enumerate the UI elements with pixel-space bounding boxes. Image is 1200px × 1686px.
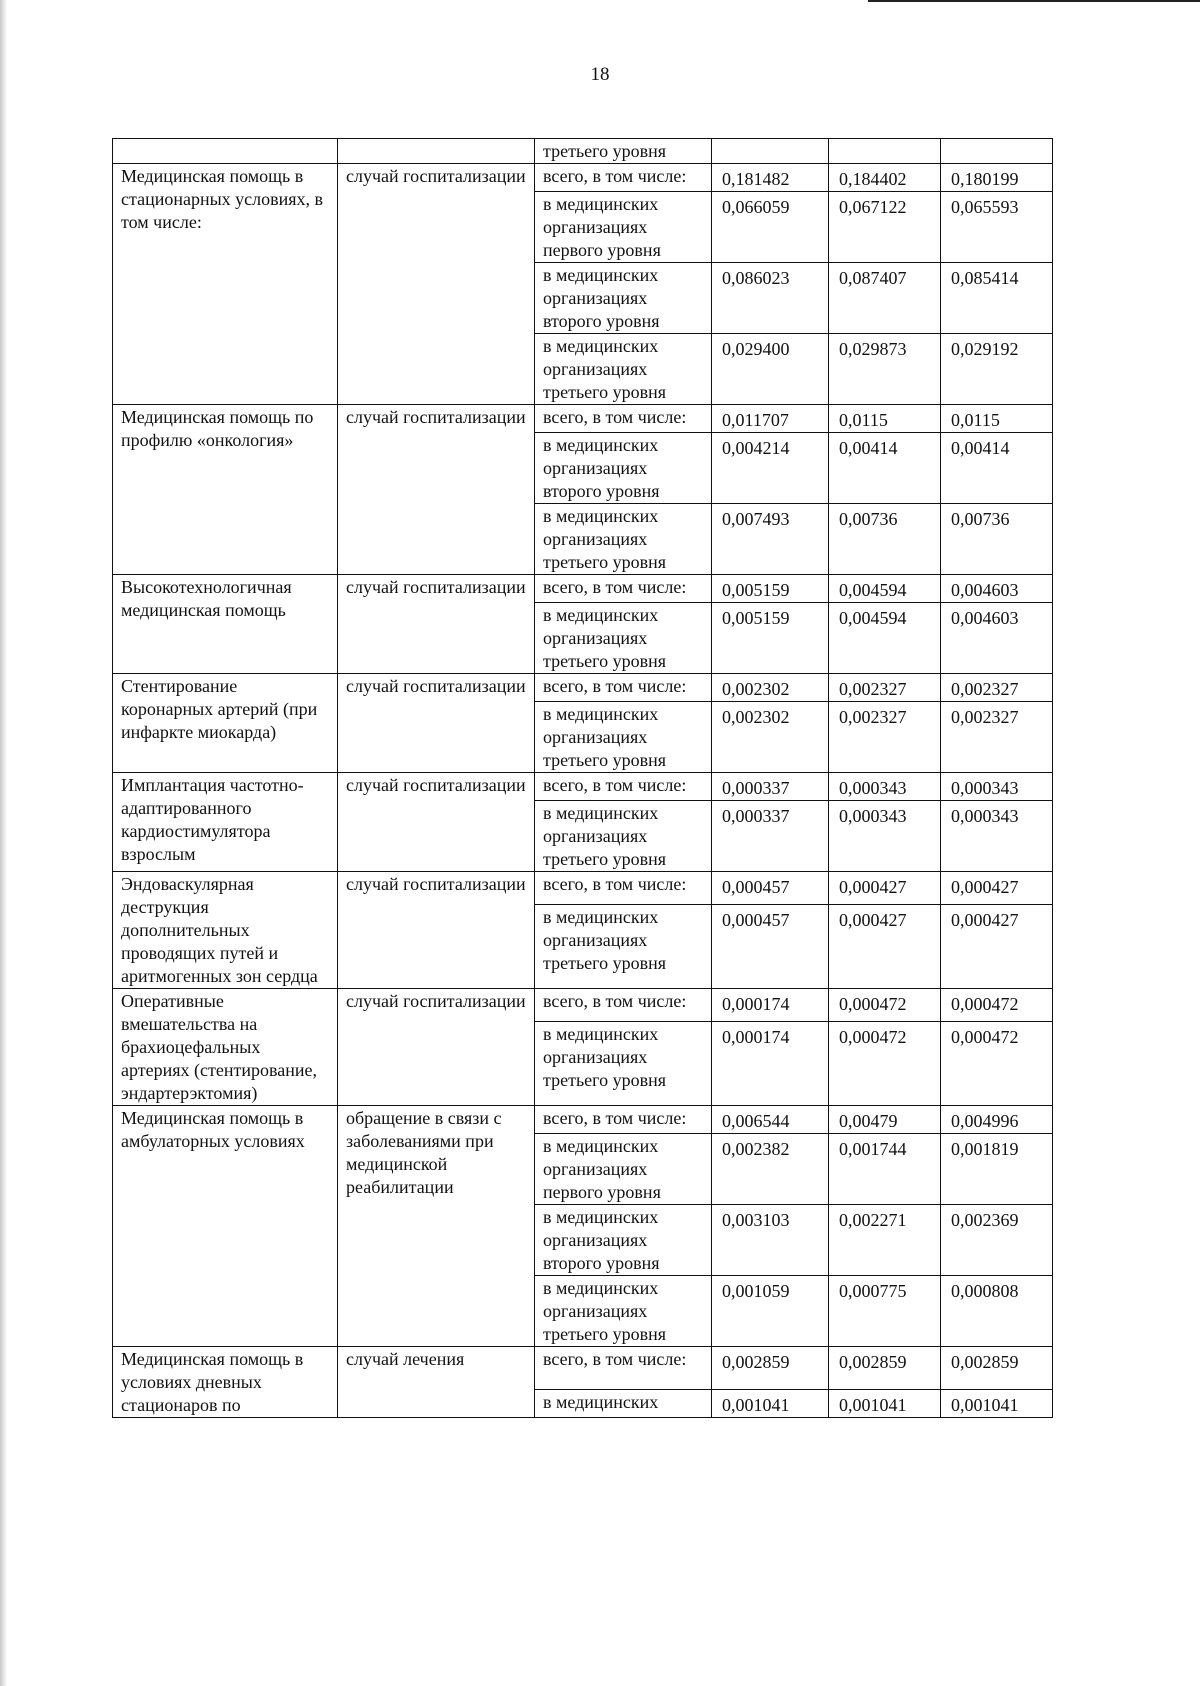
level-cell: всего, в том числе: (535, 1106, 712, 1134)
value-cell: 0,006544 (712, 1106, 829, 1134)
value-cell: 0,029400 (712, 334, 829, 405)
value-cell: 0,184402 (829, 164, 941, 192)
value-cell: 0,002302 (712, 674, 829, 702)
value-cell: 0,086023 (712, 263, 829, 334)
empty-cell (113, 139, 338, 164)
level-cell: в медицинских (535, 1390, 712, 1418)
level-cell: всего, в том числе: (535, 773, 712, 801)
care-type-cell: Оперативные вмешательства на брахиоцефальных артериях (стентирование, эндартерэктомия) (113, 989, 338, 1106)
value-cell: 0,000337 (712, 801, 829, 872)
value-cell: 0,004603 (941, 575, 1053, 603)
care-type-cell: Медицинская помощь по профилю «онкология» (113, 405, 338, 575)
value-cell: 0,000472 (941, 1022, 1053, 1106)
unit-cell: случай госпитализации (338, 872, 535, 989)
unit-cell: случай госпитализации (338, 773, 535, 872)
level-cell: в медицинских организациях второго уровня (535, 1205, 712, 1276)
value-cell: 0,011707 (712, 405, 829, 433)
value-cell: 0,005159 (712, 603, 829, 674)
value-cell: 0,000472 (829, 1022, 941, 1106)
level-cell: в медицинских организациях второго уровня (535, 263, 712, 334)
table-row (113, 773, 1053, 801)
value-cell: 0,001041 (829, 1390, 941, 1418)
value-cell: 0,000174 (712, 1022, 829, 1106)
value-cell: 0,00736 (941, 504, 1053, 575)
unit-cell: случай госпитализации (338, 405, 535, 575)
value-cell: 0,000174 (712, 989, 829, 1022)
value-cell: 0,000427 (941, 905, 1053, 989)
value-cell: 0,000457 (712, 905, 829, 989)
unit-cell: случай госпитализации (338, 989, 535, 1106)
value-cell: 0,000343 (829, 773, 941, 801)
table-row (113, 674, 1053, 702)
care-type-cell: Медицинская помощь в амбулаторных условиях (113, 1106, 338, 1347)
value-cell: 0,002327 (829, 702, 941, 773)
value-cell: 0,000427 (941, 872, 1053, 905)
scan-edge (0, 0, 7, 1686)
top-rule (868, 0, 1200, 2)
unit-cell: случай госпитализации (338, 575, 535, 674)
table-row (113, 405, 1053, 433)
value-cell: 0,0115 (829, 405, 941, 433)
level-cell: в медицинских организациях третьего уровня (535, 905, 712, 989)
value-cell: 0,00479 (829, 1106, 941, 1134)
level-cell: в медицинских организациях первого уровня (535, 192, 712, 263)
value-cell: 0,001041 (941, 1390, 1053, 1418)
level-cell: всего, в том числе: (535, 575, 712, 603)
value-cell: 0,002859 (829, 1347, 941, 1390)
level-cell: третьего уровня (535, 139, 712, 164)
table-row (113, 164, 1053, 192)
level-cell: в медицинских организациях третьего уровня (535, 1276, 712, 1347)
value-cell: 0,002859 (712, 1347, 829, 1390)
level-cell: в медицинских организациях третьего уровня (535, 702, 712, 773)
value-cell: 0,002271 (829, 1205, 941, 1276)
value-cell: 0,001744 (829, 1134, 941, 1205)
value-cell: 0,001059 (712, 1276, 829, 1347)
empty-cell (829, 139, 941, 164)
level-cell: в медицинских организациях третьего уровня (535, 801, 712, 872)
value-cell: 0,000472 (941, 989, 1053, 1022)
care-type-cell: Стентирование коронарных артерий (при инфаркте миокарда) (113, 674, 338, 773)
value-cell: 0,000457 (712, 872, 829, 905)
rates-table-body (113, 139, 1053, 1418)
care-type-cell: Высокотехнологичная медицинская помощь (113, 575, 338, 674)
table-row (113, 575, 1053, 603)
value-cell: 0,00414 (829, 433, 941, 504)
value-cell: 0,007493 (712, 504, 829, 575)
value-cell: 0,180199 (941, 164, 1053, 192)
care-type-cell: Имплантация частотно-адаптированного кардиостимулятора взрослым (113, 773, 338, 872)
value-cell: 0,029873 (829, 334, 941, 405)
table-row (113, 1347, 1053, 1390)
value-cell: 0,00414 (941, 433, 1053, 504)
value-cell: 0,000343 (941, 801, 1053, 872)
value-cell: 0,002369 (941, 1205, 1053, 1276)
unit-cell: случай госпитализации (338, 674, 535, 773)
empty-cell (941, 139, 1053, 164)
value-cell: 0,001819 (941, 1134, 1053, 1205)
table-row (113, 989, 1053, 1022)
value-cell: 0,000472 (829, 989, 941, 1022)
level-cell: всего, в том числе: (535, 674, 712, 702)
value-cell: 0,004996 (941, 1106, 1053, 1134)
value-cell: 0,002327 (829, 674, 941, 702)
table-row (113, 1106, 1053, 1134)
unit-cell: случай лечения (338, 1347, 535, 1418)
care-type-cell: Медицинская помощь в условиях дневных стационаров по (113, 1347, 338, 1418)
level-cell: в медицинских организациях первого уровня (535, 1134, 712, 1205)
unit-cell: обращение в связи с заболеваниями при медицинской реабилитации (338, 1106, 535, 1347)
value-cell: 0,0115 (941, 405, 1053, 433)
value-cell: 0,066059 (712, 192, 829, 263)
value-cell: 0,001041 (712, 1390, 829, 1418)
level-cell: всего, в том числе: (535, 1347, 712, 1390)
value-cell: 0,181482 (712, 164, 829, 192)
value-cell: 0,004594 (829, 603, 941, 674)
value-cell: 0,000343 (941, 773, 1053, 801)
value-cell: 0,004594 (829, 575, 941, 603)
level-cell: в медицинских организациях третьего уровня (535, 334, 712, 405)
value-cell: 0,000427 (829, 905, 941, 989)
value-cell: 0,004603 (941, 603, 1053, 674)
continuation-row (113, 139, 1053, 164)
value-cell: 0,000775 (829, 1276, 941, 1347)
care-type-cell: Эндоваскулярная деструкция дополнительных проводящих путей и аритмогенных зон сердца (113, 872, 338, 989)
level-cell: в медицинских организациях третьего уровня (535, 1022, 712, 1106)
page-number: 18 (590, 64, 610, 85)
value-cell: 0,000337 (712, 773, 829, 801)
value-cell: 0,065593 (941, 192, 1053, 263)
empty-cell (712, 139, 829, 164)
value-cell: 0,00736 (829, 504, 941, 575)
value-cell: 0,000808 (941, 1276, 1053, 1347)
value-cell: 0,002327 (941, 674, 1053, 702)
level-cell: всего, в том числе: (535, 872, 712, 905)
care-type-cell: Медицинская помощь в стационарных условиях, в том числе: (113, 164, 338, 405)
level-cell: в медицинских организациях третьего уровня (535, 603, 712, 674)
value-cell: 0,002302 (712, 702, 829, 773)
empty-cell (338, 139, 535, 164)
value-cell: 0,085414 (941, 263, 1053, 334)
unit-cell: случай госпитализации (338, 164, 535, 405)
value-cell: 0,002859 (941, 1347, 1053, 1390)
value-cell: 0,003103 (712, 1205, 829, 1276)
level-cell: всего, в том числе: (535, 405, 712, 433)
value-cell: 0,002382 (712, 1134, 829, 1205)
value-cell: 0,000427 (829, 872, 941, 905)
level-cell: всего, в том числе: (535, 989, 712, 1022)
level-cell: в медицинских организациях третьего уровня (535, 504, 712, 575)
value-cell: 0,005159 (712, 575, 829, 603)
value-cell: 0,000343 (829, 801, 941, 872)
value-cell: 0,002327 (941, 702, 1053, 773)
table-row (113, 872, 1053, 905)
value-cell: 0,067122 (829, 192, 941, 263)
level-cell: в медицинских организациях второго уровня (535, 433, 712, 504)
rates-table (112, 138, 1053, 1418)
value-cell: 0,087407 (829, 263, 941, 334)
value-cell: 0,004214 (712, 433, 829, 504)
level-cell: всего, в том числе: (535, 164, 712, 192)
value-cell: 0,029192 (941, 334, 1053, 405)
